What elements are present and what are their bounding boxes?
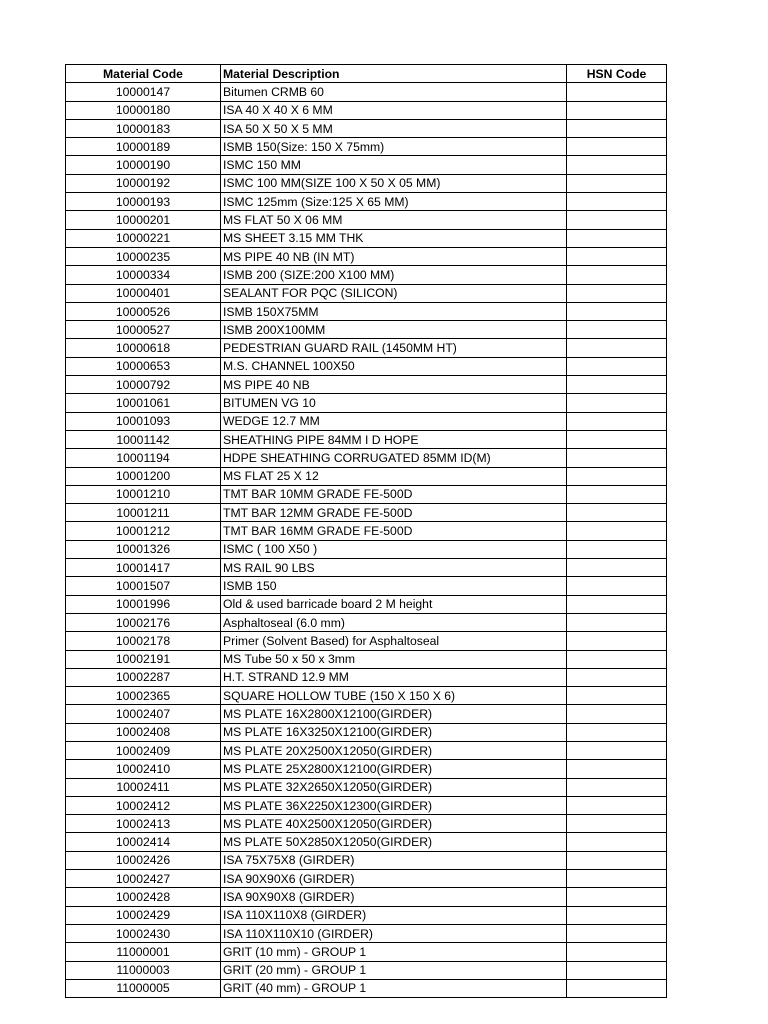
hsn-code-cell <box>567 687 667 705</box>
hsn-code-cell <box>567 595 667 613</box>
material-code-cell: 10001212 <box>66 522 221 540</box>
material-description-cell: MS FLAT 25 X 12 <box>221 467 567 485</box>
hsn-code-cell <box>567 705 667 723</box>
material-description-cell: HDPE SHEATHING CORRUGATED 85MM ID(M) <box>221 449 567 467</box>
hsn-code-cell <box>567 815 667 833</box>
table-row <box>66 979 667 997</box>
material-code-cell: 10000527 <box>66 321 221 339</box>
table-row <box>66 284 667 302</box>
table-row <box>66 741 667 759</box>
hsn-code-cell <box>567 485 667 503</box>
hsn-code-cell <box>567 430 667 448</box>
hsn-code-cell <box>567 522 667 540</box>
material-code-cell: 10002176 <box>66 613 221 631</box>
material-description-cell: ISMB 150 <box>221 577 567 595</box>
table-row <box>66 174 667 192</box>
material-code-cell: 10002410 <box>66 760 221 778</box>
hsn-code-cell <box>567 321 667 339</box>
material-description-cell: ISMB 200X100MM <box>221 321 567 339</box>
material-description-cell: MS PLATE 20X2500X12050(GIRDER) <box>221 741 567 759</box>
table-row <box>66 156 667 174</box>
table-row <box>66 613 667 631</box>
table-row <box>66 924 667 942</box>
hsn-code-cell <box>567 247 667 265</box>
hsn-code-cell <box>567 577 667 595</box>
material-description-cell: MS PLATE 36X2250X12300(GIRDER) <box>221 796 567 814</box>
hsn-code-cell <box>567 174 667 192</box>
hsn-code-cell <box>567 83 667 101</box>
hsn-code-cell <box>567 376 667 394</box>
table-row <box>66 632 667 650</box>
hsn-code-cell <box>567 906 667 924</box>
material-description-cell: MS PLATE 16X3250X12100(GIRDER) <box>221 723 567 741</box>
table-row <box>66 522 667 540</box>
table-row <box>66 723 667 741</box>
table-row <box>66 540 667 558</box>
material-code-cell: 10000189 <box>66 138 221 156</box>
hsn-code-cell <box>567 870 667 888</box>
material-description-cell: ISMC 125mm (Size:125 X 65 MM) <box>221 193 567 211</box>
material-description-cell: Primer (Solvent Based) for Asphaltoseal <box>221 632 567 650</box>
material-code-cell: 10000401 <box>66 284 221 302</box>
material-code-cell: 10002365 <box>66 687 221 705</box>
table-row <box>66 577 667 595</box>
material-description-cell: Bitumen CRMB 60 <box>221 83 567 101</box>
material-description-cell: MS PLATE 50X2850X12050(GIRDER) <box>221 833 567 851</box>
material-description-cell: ISMB 150(Size: 150 X 75mm) <box>221 138 567 156</box>
table-row <box>66 247 667 265</box>
header-material-description: Material Description <box>221 65 567 83</box>
hsn-code-cell <box>567 467 667 485</box>
material-description-cell: GRIT (40 mm) - GROUP 1 <box>221 979 567 997</box>
material-description-cell: ISMB 150X75MM <box>221 302 567 320</box>
table-row <box>66 229 667 247</box>
material-description-cell: MS PIPE 40 NB <box>221 376 567 394</box>
material-description-cell: MS RAIL 90 LBS <box>221 559 567 577</box>
material-code-cell: 10001210 <box>66 485 221 503</box>
hsn-code-cell <box>567 888 667 906</box>
material-code-cell: 10001142 <box>66 430 221 448</box>
material-description-cell: H.T. STRAND 12.9 MM <box>221 668 567 686</box>
table-row <box>66 650 667 668</box>
material-description-cell: ISA 90X90X8 (GIRDER) <box>221 888 567 906</box>
material-code-cell: 11000003 <box>66 961 221 979</box>
material-description-cell: MS Tube 50 x 50 x 3mm <box>221 650 567 668</box>
material-description-cell: MS PLATE 16X2800X12100(GIRDER) <box>221 705 567 723</box>
material-code-cell: 10002409 <box>66 741 221 759</box>
header-hsn-code: HSN Code <box>567 65 667 83</box>
header-row <box>66 65 667 83</box>
material-code-cell: 11000001 <box>66 943 221 961</box>
hsn-code-cell <box>567 650 667 668</box>
material-code-cell: 10002414 <box>66 833 221 851</box>
material-description-cell: ISA 75X75X8 (GIRDER) <box>221 851 567 869</box>
material-code-cell: 10002430 <box>66 924 221 942</box>
hsn-code-cell <box>567 449 667 467</box>
table-row <box>66 430 667 448</box>
material-description-cell: SHEATHING PIPE 84MM I D HOPE <box>221 430 567 448</box>
material-description-cell: WEDGE 12.7 MM <box>221 412 567 430</box>
table-row <box>66 211 667 229</box>
material-description-cell: GRIT (10 mm) - GROUP 1 <box>221 943 567 961</box>
table-body <box>66 83 667 998</box>
hsn-code-cell <box>567 760 667 778</box>
hsn-code-cell <box>567 632 667 650</box>
table-row <box>66 266 667 284</box>
material-code-cell: 10002408 <box>66 723 221 741</box>
hsn-code-cell <box>567 613 667 631</box>
hsn-code-cell <box>567 156 667 174</box>
material-code-cell: 10002411 <box>66 778 221 796</box>
material-description-cell: Old & used barricade board 2 M height <box>221 595 567 613</box>
table-row <box>66 559 667 577</box>
material-code-cell: 10000183 <box>66 119 221 137</box>
material-description-cell: BITUMEN VG 10 <box>221 394 567 412</box>
hsn-code-cell <box>567 211 667 229</box>
table-row <box>66 101 667 119</box>
material-description-cell: SQUARE HOLLOW TUBE (150 X 150 X 6) <box>221 687 567 705</box>
material-description-cell: PEDESTRIAN GUARD RAIL (1450MM HT) <box>221 339 567 357</box>
material-code-cell: 10002429 <box>66 906 221 924</box>
material-code-cell: 10000221 <box>66 229 221 247</box>
material-code-cell: 10002413 <box>66 815 221 833</box>
table-row <box>66 778 667 796</box>
material-code-cell: 10001996 <box>66 595 221 613</box>
hsn-code-cell <box>567 229 667 247</box>
material-code-cell: 10002178 <box>66 632 221 650</box>
table-row <box>66 467 667 485</box>
material-code-cell: 10002191 <box>66 650 221 668</box>
hsn-code-cell <box>567 796 667 814</box>
table-row <box>66 961 667 979</box>
material-code-cell: 10000192 <box>66 174 221 192</box>
material-description-cell: ISA 40 X 40 X 6 MM <box>221 101 567 119</box>
material-code-cell: 10000235 <box>66 247 221 265</box>
material-description-cell: ISMC ( 100 X50 ) <box>221 540 567 558</box>
material-code-cell: 10001093 <box>66 412 221 430</box>
material-code-cell: 10000190 <box>66 156 221 174</box>
material-code-cell: 10002426 <box>66 851 221 869</box>
table-row <box>66 888 667 906</box>
table-row <box>66 449 667 467</box>
material-code-cell: 10000618 <box>66 339 221 357</box>
hsn-code-cell <box>567 741 667 759</box>
hsn-code-cell <box>567 412 667 430</box>
material-description-cell: ISA 90X90X6 (GIRDER) <box>221 870 567 888</box>
hsn-code-cell <box>567 138 667 156</box>
material-code-cell: 10001507 <box>66 577 221 595</box>
material-code-cell: 10002287 <box>66 668 221 686</box>
hsn-code-cell <box>567 119 667 137</box>
material-code-cell: 10000334 <box>66 266 221 284</box>
material-code-cell: 10000201 <box>66 211 221 229</box>
material-code-cell: 10000193 <box>66 193 221 211</box>
hsn-code-cell <box>567 979 667 997</box>
table-row <box>66 339 667 357</box>
material-code-cell: 10002427 <box>66 870 221 888</box>
material-code-cell: 10001211 <box>66 504 221 522</box>
material-code-cell: 10002428 <box>66 888 221 906</box>
table-row <box>66 595 667 613</box>
hsn-code-cell <box>567 778 667 796</box>
table-row <box>66 376 667 394</box>
material-description-cell: MS PLATE 32X2650X12050(GIRDER) <box>221 778 567 796</box>
hsn-code-cell <box>567 924 667 942</box>
table-row <box>66 412 667 430</box>
material-code-cell: 10000653 <box>66 357 221 375</box>
material-code-cell: 10000180 <box>66 101 221 119</box>
hsn-code-cell <box>567 943 667 961</box>
table-row <box>66 504 667 522</box>
table-row <box>66 815 667 833</box>
table-row <box>66 668 667 686</box>
material-code-cell: 11000005 <box>66 979 221 997</box>
table-row <box>66 943 667 961</box>
hsn-code-cell <box>567 394 667 412</box>
material-description-cell: Asphaltoseal (6.0 mm) <box>221 613 567 631</box>
material-description-cell: TMT BAR 12MM GRADE FE-500D <box>221 504 567 522</box>
material-description-cell: ISA 50 X 50 X 5 MM <box>221 119 567 137</box>
hsn-code-cell <box>567 339 667 357</box>
material-description-cell: MS PIPE 40 NB (IN MT) <box>221 247 567 265</box>
table-row <box>66 851 667 869</box>
table-row <box>66 119 667 137</box>
material-description-cell: GRIT (20 mm) - GROUP 1 <box>221 961 567 979</box>
material-description-cell: SEALANT FOR PQC (SILICON) <box>221 284 567 302</box>
material-description-cell: ISMB 200 (SIZE:200 X100 MM) <box>221 266 567 284</box>
material-code-cell: 10002407 <box>66 705 221 723</box>
table-row <box>66 760 667 778</box>
material-description-cell: ISA 110X110X10 (GIRDER) <box>221 924 567 942</box>
material-description-cell: ISMC 150 MM <box>221 156 567 174</box>
table-row <box>66 687 667 705</box>
material-code-cell: 10001200 <box>66 467 221 485</box>
table-row <box>66 870 667 888</box>
material-code-cell: 10000792 <box>66 376 221 394</box>
hsn-code-cell <box>567 851 667 869</box>
material-description-cell: ISMC 100 MM(SIZE 100 X 50 X 05 MM) <box>221 174 567 192</box>
hsn-code-cell <box>567 266 667 284</box>
table-row <box>66 833 667 851</box>
hsn-code-cell <box>567 302 667 320</box>
hsn-code-cell <box>567 101 667 119</box>
material-code-cell: 10002412 <box>66 796 221 814</box>
hsn-code-cell <box>567 540 667 558</box>
hsn-code-cell <box>567 357 667 375</box>
hsn-code-cell <box>567 961 667 979</box>
table-row <box>66 906 667 924</box>
material-code-cell: 10001417 <box>66 559 221 577</box>
hsn-code-cell <box>567 193 667 211</box>
material-description-cell: TMT BAR 16MM GRADE FE-500D <box>221 522 567 540</box>
material-code-cell: 10001326 <box>66 540 221 558</box>
hsn-code-cell <box>567 833 667 851</box>
hsn-code-cell <box>567 559 667 577</box>
material-description-cell: MS SHEET 3.15 MM THK <box>221 229 567 247</box>
table-row <box>66 83 667 101</box>
material-description-cell: TMT BAR 10MM GRADE FE-500D <box>221 485 567 503</box>
hsn-code-cell <box>567 284 667 302</box>
material-description-cell: MS PLATE 40X2500X12050(GIRDER) <box>221 815 567 833</box>
table-row <box>66 302 667 320</box>
material-description-cell: M.S. CHANNEL 100X50 <box>221 357 567 375</box>
material-code-cell: 10001061 <box>66 394 221 412</box>
table-row <box>66 394 667 412</box>
table-row <box>66 321 667 339</box>
table-row <box>66 138 667 156</box>
material-description-cell: ISA 110X110X8 (GIRDER) <box>221 906 567 924</box>
material-table <box>65 64 667 998</box>
table-row <box>66 193 667 211</box>
table-row <box>66 485 667 503</box>
material-code-cell: 10001194 <box>66 449 221 467</box>
table-row <box>66 796 667 814</box>
material-code-cell: 10000147 <box>66 83 221 101</box>
hsn-code-cell <box>567 668 667 686</box>
header-material-code: Material Code <box>66 65 221 83</box>
hsn-code-cell <box>567 723 667 741</box>
table-row <box>66 705 667 723</box>
material-description-cell: MS FLAT 50 X 06 MM <box>221 211 567 229</box>
table-row <box>66 357 667 375</box>
material-code-cell: 10000526 <box>66 302 221 320</box>
material-sheet <box>65 64 666 998</box>
material-description-cell: MS PLATE 25X2800X12100(GIRDER) <box>221 760 567 778</box>
hsn-code-cell <box>567 504 667 522</box>
table-header <box>66 65 667 83</box>
